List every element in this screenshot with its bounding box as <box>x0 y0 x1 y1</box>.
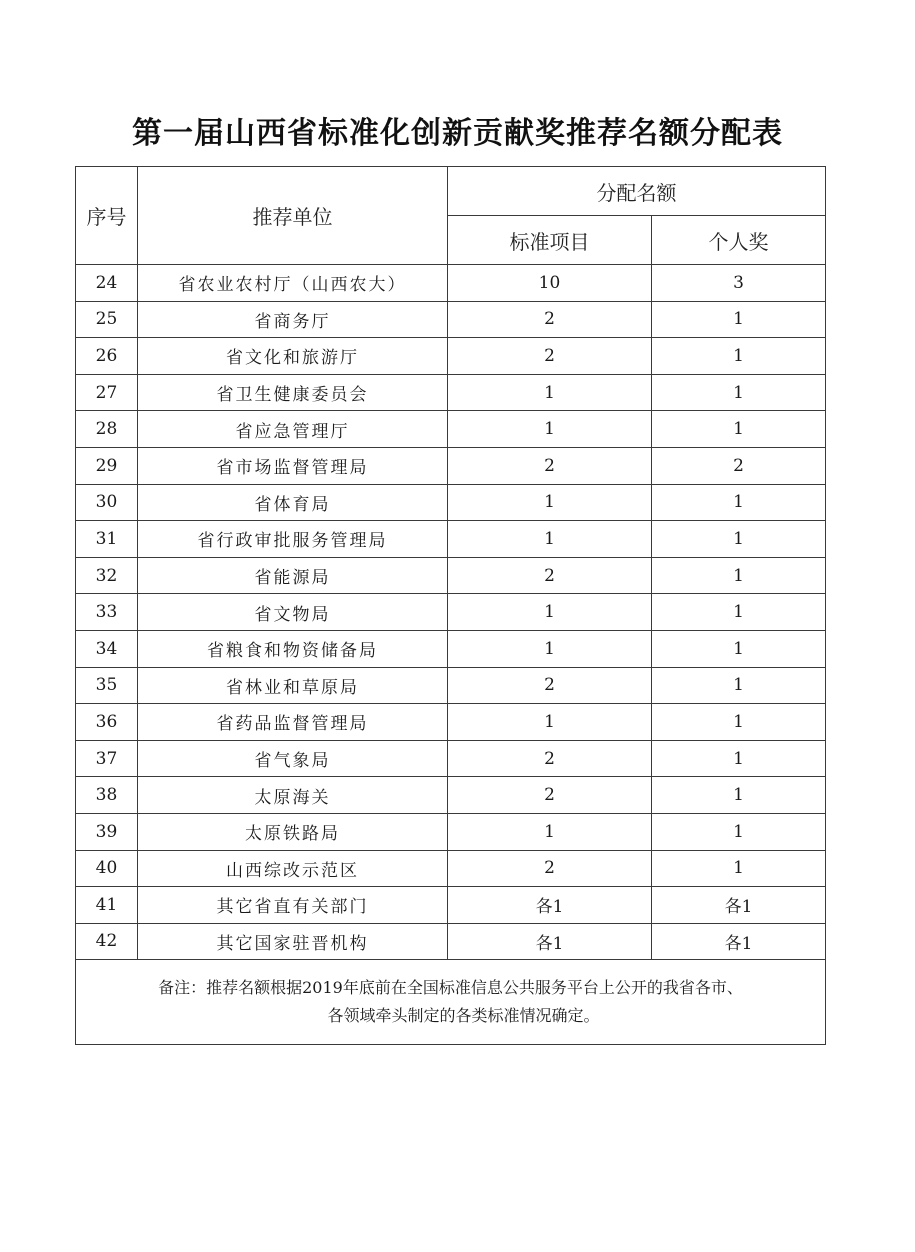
table-row <box>76 521 826 558</box>
cell-unit: 省卫生健康委员会 <box>138 374 448 411</box>
cell-seq: 27 <box>76 374 138 411</box>
cell-seq: 42 <box>76 923 138 960</box>
cell-personal: 1 <box>652 704 826 741</box>
table-row <box>76 887 826 924</box>
cell-seq: 30 <box>76 484 138 521</box>
table-body <box>76 265 826 1045</box>
cell-unit: 省林业和草原局 <box>138 667 448 704</box>
table-row <box>76 338 826 375</box>
cell-unit: 省应急管理厅 <box>138 411 448 448</box>
cell-project: 1 <box>448 521 652 558</box>
cell-personal: 各1 <box>652 887 826 924</box>
table-row <box>76 630 826 667</box>
table-row <box>76 777 826 814</box>
table-row <box>76 374 826 411</box>
cell-seq: 36 <box>76 704 138 741</box>
cell-seq: 34 <box>76 630 138 667</box>
cell-unit: 省药品监督管理局 <box>138 704 448 741</box>
cell-seq: 40 <box>76 850 138 887</box>
cell-personal: 1 <box>652 850 826 887</box>
cell-seq: 35 <box>76 667 138 704</box>
cell-project: 各1 <box>448 887 652 924</box>
header-unit: 推荐单位 <box>138 167 448 265</box>
cell-seq: 33 <box>76 594 138 631</box>
cell-seq: 32 <box>76 557 138 594</box>
note-line-1: 备注：推荐名额根据2019年底前在全国标准信息公共服务平台上公开的我省各市、 <box>158 978 743 998</box>
cell-project: 1 <box>448 813 652 850</box>
cell-unit: 省农业农村厅（山西农大） <box>138 265 448 302</box>
cell-project: 1 <box>448 704 652 741</box>
cell-personal: 1 <box>652 484 826 521</box>
cell-unit: 其它国家驻晋机构 <box>138 923 448 960</box>
cell-unit: 省行政审批服务管理局 <box>138 521 448 558</box>
cell-project: 2 <box>448 850 652 887</box>
cell-unit: 太原铁路局 <box>138 813 448 850</box>
cell-personal: 1 <box>652 777 826 814</box>
cell-project: 各1 <box>448 923 652 960</box>
cell-unit: 省商务厅 <box>138 301 448 338</box>
cell-personal: 1 <box>652 338 826 375</box>
cell-project: 2 <box>448 338 652 375</box>
cell-seq: 28 <box>76 411 138 448</box>
table-row <box>76 301 826 338</box>
table-row <box>76 594 826 631</box>
cell-personal: 1 <box>652 813 826 850</box>
cell-unit: 省文物局 <box>138 594 448 631</box>
cell-unit: 省体育局 <box>138 484 448 521</box>
cell-personal: 3 <box>652 265 826 302</box>
table-row <box>76 265 826 302</box>
cell-seq: 26 <box>76 338 138 375</box>
note-line-2: 各领域牵头制定的各类标准情况确定。 <box>327 1006 600 1026</box>
cell-project: 1 <box>448 594 652 631</box>
header-standard-project: 标准项目 <box>448 216 652 265</box>
cell-project: 10 <box>448 265 652 302</box>
table-row <box>76 447 826 484</box>
cell-project: 2 <box>448 777 652 814</box>
cell-unit: 省气象局 <box>138 740 448 777</box>
cell-project: 2 <box>448 557 652 594</box>
cell-seq: 38 <box>76 777 138 814</box>
cell-seq: 24 <box>76 265 138 302</box>
cell-personal: 1 <box>652 594 826 631</box>
cell-personal: 1 <box>652 374 826 411</box>
note-row <box>76 960 826 1045</box>
cell-project: 1 <box>448 374 652 411</box>
cell-personal: 1 <box>652 301 826 338</box>
cell-project: 2 <box>448 667 652 704</box>
cell-unit: 山西综改示范区 <box>138 850 448 887</box>
table-row <box>76 923 826 960</box>
cell-seq: 41 <box>76 887 138 924</box>
table-row <box>76 813 826 850</box>
table-row <box>76 667 826 704</box>
cell-project: 2 <box>448 301 652 338</box>
cell-personal: 1 <box>652 557 826 594</box>
cell-personal: 1 <box>652 630 826 667</box>
header-quota-group: 分配名额 <box>448 167 826 216</box>
note-cell <box>76 960 826 1045</box>
cell-unit: 省文化和旅游厅 <box>138 338 448 375</box>
table-header-row <box>76 167 826 216</box>
cell-unit: 其它省直有关部门 <box>138 887 448 924</box>
header-seq: 序号 <box>76 167 138 265</box>
cell-unit: 省粮食和物资储备局 <box>138 630 448 667</box>
cell-project: 2 <box>448 447 652 484</box>
cell-project: 1 <box>448 630 652 667</box>
cell-seq: 39 <box>76 813 138 850</box>
header-personal-award: 个人奖 <box>652 216 826 265</box>
cell-unit: 省能源局 <box>138 557 448 594</box>
allocation-table <box>75 166 826 1045</box>
cell-seq: 29 <box>76 447 138 484</box>
cell-personal: 1 <box>652 740 826 777</box>
cell-personal: 1 <box>652 521 826 558</box>
table-row <box>76 704 826 741</box>
table-row <box>76 484 826 521</box>
page-title: 第一届山西省标准化创新贡献奖推荐名额分配表 <box>132 116 783 151</box>
cell-seq: 25 <box>76 301 138 338</box>
table-row <box>76 740 826 777</box>
cell-project: 1 <box>448 484 652 521</box>
cell-personal: 各1 <box>652 923 826 960</box>
cell-seq: 37 <box>76 740 138 777</box>
cell-unit: 省市场监督管理局 <box>138 447 448 484</box>
cell-unit: 太原海关 <box>138 777 448 814</box>
table-row <box>76 557 826 594</box>
cell-seq: 31 <box>76 521 138 558</box>
cell-project: 2 <box>448 740 652 777</box>
table-row <box>76 850 826 887</box>
table-row <box>76 411 826 448</box>
cell-project: 1 <box>448 411 652 448</box>
cell-personal: 2 <box>652 447 826 484</box>
cell-personal: 1 <box>652 667 826 704</box>
cell-personal: 1 <box>652 411 826 448</box>
